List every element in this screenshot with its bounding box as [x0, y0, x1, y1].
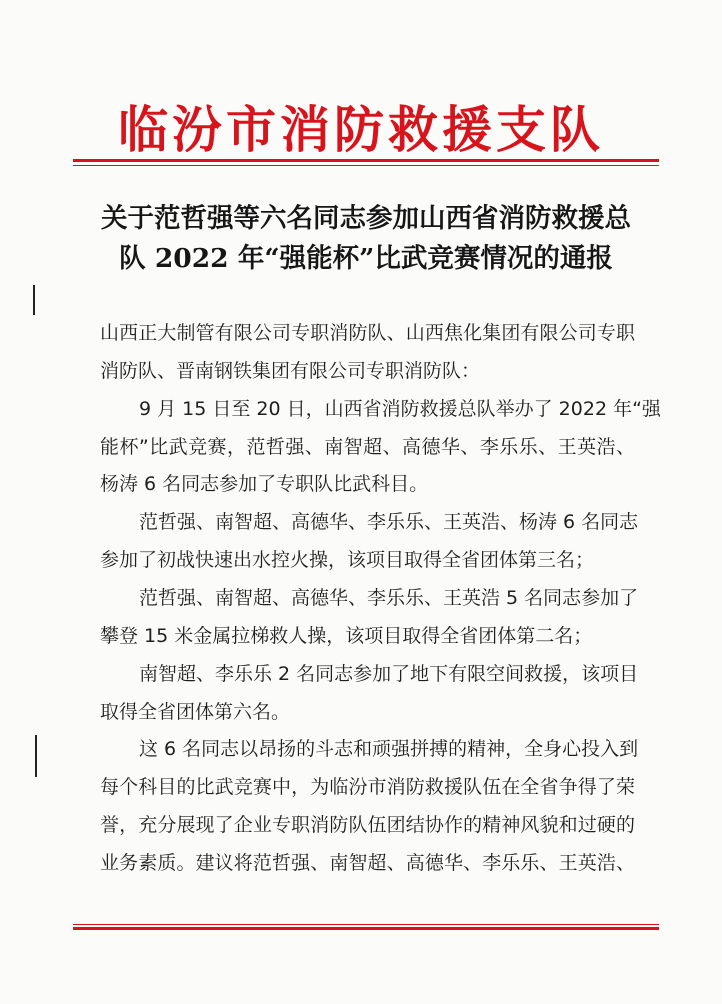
margin-binding-mark	[35, 735, 37, 777]
paragraph-2-line-1: 范哲强、南智超、高德华、李乐乐、王英浩、杨涛 6 名同志	[139, 511, 639, 533]
footer-red-rule-thin	[73, 924, 659, 925]
recipients-line-1: 山西正大制管有限公司专职消防队、山西焦化集团有限公司专职	[100, 322, 635, 344]
paragraph-5-line-2: 每个科目的比武竞赛中，为临汾市消防救援队伍在全省争得了荣	[100, 776, 635, 798]
recipients-line-2: 消防队、晋南钢铁集团有限公司专职消防队：	[100, 360, 481, 382]
paragraph-1-line-2: 能杯”比武竞赛，范哲强、南智超、高德华、李乐乐、王英浩、	[100, 436, 635, 458]
letterhead-title: 临汾市消防救援支队	[118, 100, 604, 159]
paragraph-1-line-1: 9 月 15 日至 20 日，山西省消防救援总队举办了 2022 年“强	[139, 398, 661, 420]
letterhead-red-rule-thick	[73, 159, 659, 162]
paragraph-2-line-2: 参加了初战快速出水控火操，该项目取得全省团体第三名；	[100, 549, 595, 571]
paragraph-5-line-4: 业务素质。建议将范哲强、南智超、高德华、李乐乐、王英浩、	[100, 852, 635, 874]
footer-red-rule-thick	[73, 927, 659, 930]
document-title-line-1: 关于范哲强等六名同志参加山西省消防救援总	[101, 203, 631, 234]
paragraph-1-line-3: 杨涛 6 名同志参加了专职队比武科目。	[100, 473, 429, 495]
document-title-line-2: 队 2022 年“强能杯”比武竞赛情况的通报	[119, 243, 613, 274]
paragraph-3-line-2: 攀登 15 米金属拉梯救人操，该项目取得全省团体第二名；	[100, 625, 593, 647]
letterhead-red-rule-thin	[73, 165, 659, 166]
paragraph-4-line-2: 取得全省团体第六名。	[100, 701, 291, 723]
paragraph-3-line-1: 范哲强、南智超、高德华、李乐乐、王英浩 5 名同志参加了	[139, 587, 639, 609]
margin-binding-mark	[33, 285, 35, 315]
paragraph-5-line-3: 誉，充分展现了企业专职消防队伍团结协作的精神风貌和过硬的	[100, 814, 635, 836]
paragraph-4-line-1: 南智超、李乐乐 2 名同志参加了地下有限空间救援，该项目	[139, 663, 639, 685]
paragraph-5-line-1: 这 6 名同志以昂扬的斗志和顽强拼搏的精神，全身心投入到	[139, 738, 639, 760]
